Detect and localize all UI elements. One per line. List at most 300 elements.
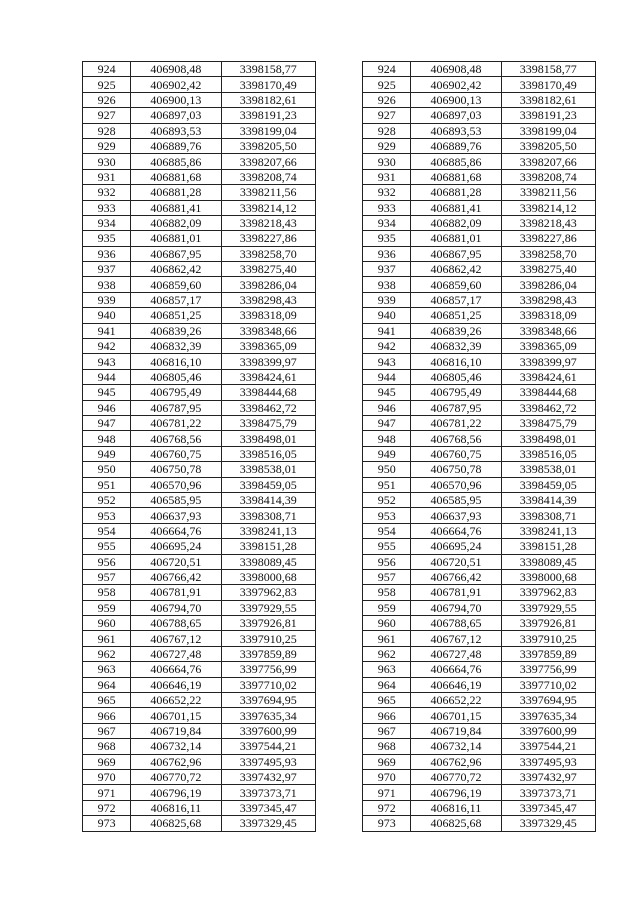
table-row — [83, 754, 596, 769]
y-coordinate-cell: 3398191,23 — [221, 108, 315, 123]
y-coordinate-cell: 3397495,93 — [501, 754, 595, 769]
x-coordinate-cell: 406770,72 — [411, 769, 501, 784]
point-number-cell: 956 — [363, 554, 411, 569]
point-number-cell: 973 — [363, 816, 411, 831]
y-coordinate-cell: 3397345,47 — [501, 800, 595, 815]
y-coordinate-cell: 3398275,40 — [221, 262, 315, 277]
point-number-cell: 930 — [363, 154, 411, 169]
table-row — [83, 631, 596, 646]
point-number-cell: 972 — [83, 800, 131, 815]
point-number-cell: 937 — [363, 262, 411, 277]
column-gap — [315, 308, 362, 323]
x-coordinate-cell: 406732,14 — [411, 739, 501, 754]
x-coordinate-cell: 406695,24 — [131, 539, 221, 554]
point-number-cell: 930 — [83, 154, 131, 169]
x-coordinate-cell: 406701,15 — [131, 708, 221, 723]
y-coordinate-cell: 3398538,01 — [221, 462, 315, 477]
point-number-cell: 958 — [363, 585, 411, 600]
point-number-cell: 936 — [83, 246, 131, 261]
point-number-cell: 968 — [363, 739, 411, 754]
table-row — [83, 154, 596, 169]
x-coordinate-cell: 406767,12 — [411, 631, 501, 646]
x-coordinate-cell: 406750,78 — [131, 462, 221, 477]
point-number-cell: 964 — [83, 677, 131, 692]
y-coordinate-cell: 3397756,99 — [221, 662, 315, 677]
y-coordinate-cell: 3398211,56 — [501, 185, 595, 200]
table-row — [83, 123, 596, 138]
y-coordinate-cell: 3398170,49 — [501, 77, 595, 92]
point-number-cell: 928 — [363, 123, 411, 138]
x-coordinate-cell: 406770,72 — [131, 769, 221, 784]
column-gap — [315, 292, 362, 307]
point-number-cell: 942 — [363, 339, 411, 354]
y-coordinate-cell: 3398158,77 — [501, 62, 595, 77]
x-coordinate-cell: 406867,95 — [131, 246, 221, 261]
point-number-cell: 933 — [363, 200, 411, 215]
y-coordinate-cell: 3397600,99 — [221, 723, 315, 738]
x-coordinate-cell: 406766,42 — [131, 569, 221, 584]
point-number-cell: 924 — [83, 62, 131, 77]
y-coordinate-cell: 3397926,81 — [221, 616, 315, 631]
x-coordinate-cell: 406781,22 — [411, 415, 501, 430]
y-coordinate-cell: 3398399,97 — [501, 354, 595, 369]
y-coordinate-cell: 3397926,81 — [501, 616, 595, 631]
y-coordinate-cell: 3398211,56 — [221, 185, 315, 200]
point-number-cell: 941 — [83, 323, 131, 338]
table-row — [83, 246, 596, 261]
column-gap — [315, 585, 362, 600]
x-coordinate-cell: 406881,01 — [131, 231, 221, 246]
y-coordinate-cell: 3398199,04 — [501, 123, 595, 138]
point-number-cell: 973 — [83, 816, 131, 831]
point-number-cell: 935 — [363, 231, 411, 246]
point-number-cell: 948 — [363, 431, 411, 446]
table-row — [83, 431, 596, 446]
y-coordinate-cell: 3398459,05 — [221, 477, 315, 492]
column-gap — [315, 339, 362, 354]
point-number-cell: 959 — [363, 600, 411, 615]
point-number-cell: 962 — [83, 646, 131, 661]
column-gap — [315, 662, 362, 677]
table-row — [83, 539, 596, 554]
point-number-cell: 927 — [83, 108, 131, 123]
x-coordinate-cell: 406796,19 — [131, 785, 221, 800]
x-coordinate-cell: 406897,03 — [131, 108, 221, 123]
table-row — [83, 723, 596, 738]
x-coordinate-cell: 406794,70 — [131, 600, 221, 615]
column-gap — [315, 693, 362, 708]
table-row — [83, 385, 596, 400]
column-gap — [315, 523, 362, 538]
x-coordinate-cell: 406881,41 — [411, 200, 501, 215]
column-gap — [315, 477, 362, 492]
point-number-cell: 967 — [83, 723, 131, 738]
point-number-cell: 955 — [363, 539, 411, 554]
column-gap — [315, 215, 362, 230]
x-coordinate-cell: 406867,95 — [411, 246, 501, 261]
point-number-cell: 947 — [83, 415, 131, 430]
point-number-cell: 925 — [363, 77, 411, 92]
point-number-cell: 943 — [83, 354, 131, 369]
column-gap — [315, 323, 362, 338]
y-coordinate-cell: 3397635,34 — [221, 708, 315, 723]
x-coordinate-cell: 406781,91 — [411, 585, 501, 600]
y-coordinate-cell: 3398516,05 — [501, 446, 595, 461]
column-gap — [315, 492, 362, 507]
x-coordinate-cell: 406885,86 — [131, 154, 221, 169]
table-row — [83, 800, 596, 815]
point-number-cell: 953 — [363, 508, 411, 523]
y-coordinate-cell: 3398516,05 — [221, 446, 315, 461]
x-coordinate-cell: 406646,19 — [131, 677, 221, 692]
y-coordinate-cell: 3398205,50 — [221, 138, 315, 153]
column-gap — [315, 462, 362, 477]
x-coordinate-cell: 406881,01 — [411, 231, 501, 246]
y-coordinate-cell: 3398444,68 — [221, 385, 315, 400]
x-coordinate-cell: 406859,60 — [411, 277, 501, 292]
point-number-cell: 951 — [83, 477, 131, 492]
column-gap — [315, 769, 362, 784]
y-coordinate-cell: 3397756,99 — [501, 662, 595, 677]
y-coordinate-cell: 3398298,43 — [221, 292, 315, 307]
x-coordinate-cell: 406881,28 — [131, 185, 221, 200]
column-gap — [315, 154, 362, 169]
point-number-cell: 934 — [83, 215, 131, 230]
point-number-cell: 940 — [83, 308, 131, 323]
x-coordinate-cell: 406787,95 — [411, 400, 501, 415]
x-coordinate-cell: 406893,53 — [411, 123, 501, 138]
y-coordinate-cell: 3397710,02 — [501, 677, 595, 692]
point-number-cell: 945 — [363, 385, 411, 400]
point-number-cell: 961 — [363, 631, 411, 646]
y-coordinate-cell: 3398298,43 — [501, 292, 595, 307]
y-coordinate-cell: 3398000,68 — [501, 569, 595, 584]
y-coordinate-cell: 3397962,83 — [221, 585, 315, 600]
point-number-cell: 946 — [83, 400, 131, 415]
column-gap — [315, 631, 362, 646]
point-number-cell: 926 — [363, 92, 411, 107]
y-coordinate-cell: 3398218,43 — [221, 215, 315, 230]
y-coordinate-cell: 3398399,97 — [221, 354, 315, 369]
table-row — [83, 339, 596, 354]
y-coordinate-cell: 3398365,09 — [501, 339, 595, 354]
x-coordinate-cell: 406781,22 — [131, 415, 221, 430]
column-gap — [315, 446, 362, 461]
y-coordinate-cell: 3397694,95 — [221, 693, 315, 708]
x-coordinate-cell: 406652,22 — [411, 693, 501, 708]
y-coordinate-cell: 3398538,01 — [501, 462, 595, 477]
column-gap — [315, 62, 362, 77]
point-number-cell: 962 — [363, 646, 411, 661]
column-gap — [315, 277, 362, 292]
x-coordinate-cell: 406585,95 — [131, 492, 221, 507]
y-coordinate-cell: 3398275,40 — [501, 262, 595, 277]
column-gap — [315, 723, 362, 738]
y-coordinate-cell: 3397373,71 — [221, 785, 315, 800]
x-coordinate-cell: 406816,11 — [411, 800, 501, 815]
x-coordinate-cell: 406795,49 — [131, 385, 221, 400]
x-coordinate-cell: 406570,96 — [131, 477, 221, 492]
column-gap — [315, 739, 362, 754]
x-coordinate-cell: 406825,68 — [131, 816, 221, 831]
point-number-cell: 969 — [83, 754, 131, 769]
column-gap — [315, 77, 362, 92]
x-coordinate-cell: 406781,91 — [131, 585, 221, 600]
x-coordinate-cell: 406832,39 — [131, 339, 221, 354]
x-coordinate-cell: 406816,10 — [411, 354, 501, 369]
point-number-cell: 955 — [83, 539, 131, 554]
x-coordinate-cell: 406902,42 — [411, 77, 501, 92]
x-coordinate-cell: 406570,96 — [411, 477, 501, 492]
x-coordinate-cell: 406900,13 — [131, 92, 221, 107]
column-gap — [315, 785, 362, 800]
point-number-cell: 965 — [363, 693, 411, 708]
point-number-cell: 970 — [363, 769, 411, 784]
column-gap — [315, 616, 362, 631]
x-coordinate-cell: 406908,48 — [411, 62, 501, 77]
x-coordinate-cell: 406857,17 — [411, 292, 501, 307]
y-coordinate-cell: 3398182,61 — [501, 92, 595, 107]
table-row — [83, 646, 596, 661]
table-row — [83, 616, 596, 631]
x-coordinate-cell: 406796,19 — [411, 785, 501, 800]
point-number-cell: 968 — [83, 739, 131, 754]
y-coordinate-cell: 3398365,09 — [221, 339, 315, 354]
table-row — [83, 662, 596, 677]
x-coordinate-cell: 406816,10 — [131, 354, 221, 369]
x-coordinate-cell: 406637,93 — [131, 508, 221, 523]
x-coordinate-cell: 406900,13 — [411, 92, 501, 107]
column-gap — [315, 600, 362, 615]
y-coordinate-cell: 3398258,70 — [501, 246, 595, 261]
point-number-cell: 932 — [83, 185, 131, 200]
y-coordinate-cell: 3398218,43 — [501, 215, 595, 230]
table-row — [83, 292, 596, 307]
x-coordinate-cell: 406732,14 — [131, 739, 221, 754]
x-coordinate-cell: 406766,42 — [411, 569, 501, 584]
y-coordinate-cell: 3397910,25 — [221, 631, 315, 646]
y-coordinate-cell: 3397544,21 — [501, 739, 595, 754]
x-coordinate-cell: 406767,12 — [131, 631, 221, 646]
table-row — [83, 523, 596, 538]
point-number-cell: 944 — [83, 369, 131, 384]
x-coordinate-cell: 406851,25 — [411, 308, 501, 323]
point-number-cell: 950 — [363, 462, 411, 477]
table-row — [83, 569, 596, 584]
x-coordinate-cell: 406881,68 — [131, 169, 221, 184]
column-gap — [315, 554, 362, 569]
point-number-cell: 961 — [83, 631, 131, 646]
point-number-cell: 966 — [83, 708, 131, 723]
point-number-cell: 929 — [363, 138, 411, 153]
x-coordinate-cell: 406857,17 — [131, 292, 221, 307]
x-coordinate-cell: 406839,26 — [131, 323, 221, 338]
x-coordinate-cell: 406664,76 — [131, 523, 221, 538]
table-row — [83, 708, 596, 723]
x-coordinate-cell: 406882,09 — [131, 215, 221, 230]
table-row — [83, 138, 596, 153]
y-coordinate-cell: 3398424,61 — [501, 369, 595, 384]
x-coordinate-cell: 406768,56 — [411, 431, 501, 446]
y-coordinate-cell: 3398227,86 — [501, 231, 595, 246]
point-number-cell: 970 — [83, 769, 131, 784]
point-number-cell: 952 — [83, 492, 131, 507]
point-number-cell: 954 — [83, 523, 131, 538]
point-number-cell: 940 — [363, 308, 411, 323]
point-number-cell: 958 — [83, 585, 131, 600]
x-coordinate-cell: 406720,51 — [411, 554, 501, 569]
x-coordinate-cell: 406825,68 — [411, 816, 501, 831]
table-row — [83, 785, 596, 800]
point-number-cell: 971 — [83, 785, 131, 800]
x-coordinate-cell: 406727,48 — [411, 646, 501, 661]
table-row — [83, 585, 596, 600]
column-gap — [315, 816, 362, 831]
y-coordinate-cell: 3398424,61 — [221, 369, 315, 384]
y-coordinate-cell: 3398462,72 — [501, 400, 595, 415]
y-coordinate-cell: 3397929,55 — [501, 600, 595, 615]
table-row — [83, 185, 596, 200]
y-coordinate-cell: 3398214,12 — [501, 200, 595, 215]
x-coordinate-cell: 406720,51 — [131, 554, 221, 569]
y-coordinate-cell: 3397329,45 — [501, 816, 595, 831]
x-coordinate-cell: 406902,42 — [131, 77, 221, 92]
y-coordinate-cell: 3398286,04 — [501, 277, 595, 292]
y-coordinate-cell: 3398207,66 — [221, 154, 315, 169]
table-row — [83, 92, 596, 107]
y-coordinate-cell: 3398308,71 — [221, 508, 315, 523]
column-gap — [315, 123, 362, 138]
point-number-cell: 959 — [83, 600, 131, 615]
column-gap — [315, 108, 362, 123]
point-number-cell: 939 — [363, 292, 411, 307]
x-coordinate-cell: 406762,96 — [411, 754, 501, 769]
table-row — [83, 369, 596, 384]
point-number-cell: 928 — [83, 123, 131, 138]
point-number-cell: 939 — [83, 292, 131, 307]
table-row — [83, 508, 596, 523]
x-coordinate-cell: 406805,46 — [411, 369, 501, 384]
table-row — [83, 477, 596, 492]
y-coordinate-cell: 3398207,66 — [501, 154, 595, 169]
point-number-cell: 933 — [83, 200, 131, 215]
x-coordinate-cell: 406889,76 — [411, 138, 501, 153]
table-row — [83, 108, 596, 123]
x-coordinate-cell: 406652,22 — [131, 693, 221, 708]
point-number-cell: 949 — [83, 446, 131, 461]
y-coordinate-cell: 3398498,01 — [221, 431, 315, 446]
point-number-cell: 941 — [363, 323, 411, 338]
x-coordinate-cell: 406885,86 — [411, 154, 501, 169]
y-coordinate-cell: 3397600,99 — [501, 723, 595, 738]
point-number-cell: 972 — [363, 800, 411, 815]
x-coordinate-cell: 406805,46 — [131, 369, 221, 384]
point-number-cell: 957 — [363, 569, 411, 584]
y-coordinate-cell: 3397373,71 — [501, 785, 595, 800]
y-coordinate-cell: 3397962,83 — [501, 585, 595, 600]
point-number-cell: 942 — [83, 339, 131, 354]
point-number-cell: 954 — [363, 523, 411, 538]
y-coordinate-cell: 3397694,95 — [501, 693, 595, 708]
x-coordinate-cell: 406788,65 — [411, 616, 501, 631]
column-gap — [315, 369, 362, 384]
x-coordinate-cell: 406851,25 — [131, 308, 221, 323]
y-coordinate-cell: 3397635,34 — [501, 708, 595, 723]
point-number-cell: 932 — [363, 185, 411, 200]
point-number-cell: 938 — [363, 277, 411, 292]
x-coordinate-cell: 406881,41 — [131, 200, 221, 215]
y-coordinate-cell: 3398318,09 — [221, 308, 315, 323]
column-gap — [315, 569, 362, 584]
x-coordinate-cell: 406859,60 — [131, 277, 221, 292]
y-coordinate-cell: 3398241,13 — [501, 523, 595, 538]
y-coordinate-cell: 3397345,47 — [221, 800, 315, 815]
point-number-cell: 945 — [83, 385, 131, 400]
point-number-cell: 938 — [83, 277, 131, 292]
y-coordinate-cell: 3398089,45 — [501, 554, 595, 569]
y-coordinate-cell: 3398170,49 — [221, 77, 315, 92]
x-coordinate-cell: 406768,56 — [131, 431, 221, 446]
column-gap — [315, 231, 362, 246]
y-coordinate-cell: 3398308,71 — [501, 508, 595, 523]
y-coordinate-cell: 3397910,25 — [501, 631, 595, 646]
table-row — [83, 600, 596, 615]
y-coordinate-cell: 3398475,79 — [221, 415, 315, 430]
x-coordinate-cell: 406862,42 — [411, 262, 501, 277]
point-number-cell: 953 — [83, 508, 131, 523]
y-coordinate-cell: 3398414,39 — [221, 492, 315, 507]
y-coordinate-cell: 3398414,39 — [501, 492, 595, 507]
x-coordinate-cell: 406897,03 — [411, 108, 501, 123]
column-gap — [315, 169, 362, 184]
point-number-cell: 960 — [363, 616, 411, 631]
y-coordinate-cell: 3398089,45 — [221, 554, 315, 569]
table-row — [83, 354, 596, 369]
point-number-cell: 936 — [363, 246, 411, 261]
x-coordinate-cell: 406760,75 — [411, 446, 501, 461]
y-coordinate-cell: 3398208,74 — [501, 169, 595, 184]
point-number-cell: 946 — [363, 400, 411, 415]
column-gap — [315, 262, 362, 277]
column-gap — [315, 138, 362, 153]
y-coordinate-cell: 3398258,70 — [221, 246, 315, 261]
x-coordinate-cell: 406787,95 — [131, 400, 221, 415]
point-number-cell: 931 — [83, 169, 131, 184]
x-coordinate-cell: 406760,75 — [131, 446, 221, 461]
table-row — [83, 77, 596, 92]
column-gap — [315, 754, 362, 769]
table-row — [83, 492, 596, 507]
x-coordinate-cell: 406646,19 — [411, 677, 501, 692]
point-number-cell: 948 — [83, 431, 131, 446]
point-number-cell: 965 — [83, 693, 131, 708]
column-gap — [315, 92, 362, 107]
point-number-cell: 947 — [363, 415, 411, 430]
table-row — [83, 415, 596, 430]
y-coordinate-cell: 3397710,02 — [221, 677, 315, 692]
point-number-cell: 969 — [363, 754, 411, 769]
table-row — [83, 446, 596, 461]
point-number-cell: 944 — [363, 369, 411, 384]
y-coordinate-cell: 3398318,09 — [501, 308, 595, 323]
point-number-cell: 971 — [363, 785, 411, 800]
y-coordinate-cell: 3398286,04 — [221, 277, 315, 292]
column-gap — [315, 185, 362, 200]
column-gap — [315, 539, 362, 554]
x-coordinate-cell: 406882,09 — [411, 215, 501, 230]
x-coordinate-cell: 406637,93 — [411, 508, 501, 523]
point-number-cell: 931 — [363, 169, 411, 184]
